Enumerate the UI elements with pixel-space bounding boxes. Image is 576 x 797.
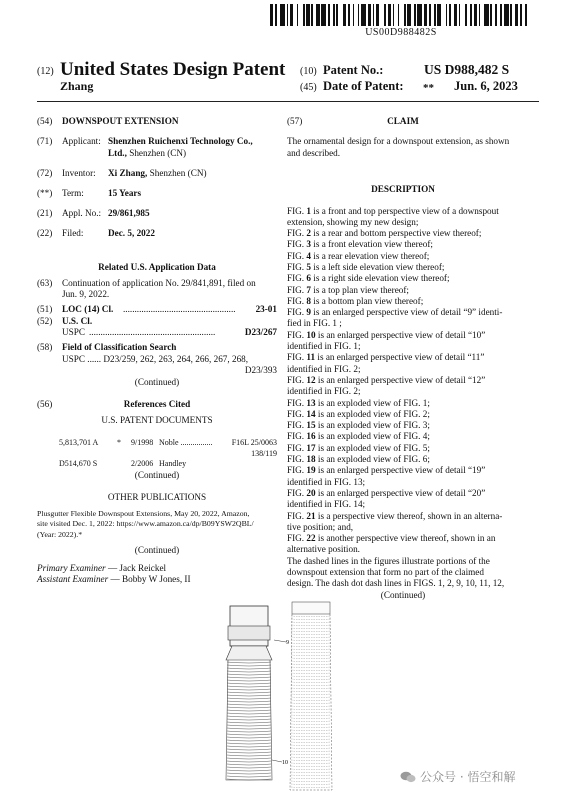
date-label: Date of Patent: [323,79,404,93]
ref-name: Noble ................ [159,437,213,447]
watermark-text: 公众号 · 悟空和解 [420,770,516,784]
date-number: (45) [300,82,317,93]
loc-leader: ................................................. [123,304,236,314]
applicant-label: Applicant: [62,136,101,146]
related-heading: Related U.S. Application Data [98,261,216,272]
claim-text-cont: and described. [287,147,341,158]
description-line: FIG. 17 is an exploded view of FIG. 5; [287,442,430,453]
field-search-label: Field of Classification Search [62,342,177,352]
title-field-number: (54) [37,116,53,126]
other-pub-text-2: site visited Dec. 1, 2022: https://www.amazon.ca/dp/B09YSW2QBL/ [37,519,254,528]
description-line: fied in FIG. 1 ; [287,318,342,329]
inventor-field-number: (72) [37,167,53,178]
description-line: FIG. 10 is an enlarged perspective view of detail “10” [287,329,486,340]
description-line: FIG. 21 is a perspective view thereof, shown in an alterna- [287,510,503,521]
ref-name: Handley [159,459,187,468]
patent-drawing [216,600,346,795]
field-search-number: (58) [37,342,53,352]
appl-label: Appl. No.: [62,207,102,218]
description-line: FIG. 2 is a rear and bottom perspective view thereof; [287,228,482,239]
applicant-name: Shenzhen Ruichenxi Technology Co., [108,136,253,146]
description-line: tive position; and, [287,521,354,532]
claim-text: The ornamental design for a downspout extension, as shown [287,136,510,146]
header-rule [37,101,539,102]
other-pubs-continued: (Continued) [134,544,180,555]
loc-label: LOC (14) Cl. [62,304,114,314]
description-line: FIG. 22 is another perspective view thereof, shown in an [287,533,496,544]
barcode-number: US00D988482S [365,27,437,38]
left-column [37,116,277,586]
ref-star: * [117,437,121,447]
description-line: identified in FIG. 14; [287,499,366,510]
description-line: identified in FIG. 1; [287,341,361,352]
refs-field-number: (56) [37,398,53,409]
uspc-value: D23/267 [244,327,277,337]
description-line: FIG. 15 is an exploded view of FIG. 3; [287,420,430,431]
description-line: FIG. 1 is a front and top perspective view of a downspout [287,205,499,216]
patent-no-number: (10) [300,66,317,77]
inventor-surname: Zhang [60,79,94,93]
description-line: FIG. 16 is an exploded view of FIG. 4; [287,431,430,442]
primary-examiner-name: — Jack Reickel [105,562,167,573]
description-line: FIG. 3 is a front elevation view thereof; [287,239,433,250]
other-pub-text-3: (Year: 2022).* [37,529,83,539]
uspc-leader: ....................................................... [89,327,216,337]
description-continued: (Continued) [380,589,426,600]
filed-label: Filed: [62,227,84,238]
description-line: FIG. 8 is a bottom plan view thereof; [287,295,424,306]
date-stars: ** [423,82,434,94]
ref-class-cont: 138/119 [251,449,277,458]
date-value: Jun. 6, 2023 [454,79,518,93]
description-line: FIG. 11 is an enlarged perspective view of detail “11” [287,352,485,363]
reference-row [37,437,277,449]
description-line: downspout extension that form no part of the claimed [287,567,484,577]
applicant-field-number: (71) [37,136,53,146]
refs-heading: References Cited [123,398,191,409]
chat-bubble-icon [400,771,416,783]
inventor-name: Xi Zhang, [108,167,148,178]
claim-field-number: (57) [287,116,303,126]
uscl-field-number: (52) [37,315,53,326]
uscl-label: U.S. Cl. [62,315,93,326]
inventor-label: Inventor: [62,167,96,178]
description-heading: DESCRIPTION [371,183,435,194]
description-text [287,206,519,590]
classification-continued: (Continued) [134,376,180,387]
applicant-city: Shenzhen (CN) [126,147,187,158]
design-title: DOWNSPOUT EXTENSION [62,116,179,126]
continuation-text: Continuation of application No. 29/841,891, filed on [62,277,256,288]
description-line: identified in FIG. 2; [287,386,361,397]
description-line: FIG. 13 is an exploded view of FIG. 1; [287,397,430,408]
detail-label-9: 9 [286,640,289,646]
description-line: FIG. 12 is an enlarged perspective view of detail “12” [287,374,486,385]
reference-row [37,458,277,470]
patent-no-label: Patent No.: [323,63,384,77]
uspc-label: USPC [62,327,85,337]
term-field-number: (**) [37,187,53,198]
applicant-name-cont: Ltd., [108,147,127,158]
right-column [287,116,519,601]
doc-kind-number: (12) [37,66,54,77]
ref-date: 9/1998 [131,437,154,447]
downspout-figure-right [290,602,332,790]
continuation-field-number: (63) [37,277,53,288]
downspout-figure-left [226,606,272,780]
claim-heading: CLAIM [387,116,419,126]
term-value: 15 Years [108,187,142,198]
description-line: FIG. 19 is an enlarged perspective view of detail “19” [287,465,486,476]
description-line: FIG. 20 is an enlarged perspective view of detail “20” [287,487,486,498]
detail-label-10: 10 [282,760,288,766]
other-pubs-heading: OTHER PUBLICATIONS [107,491,207,502]
inventor-city: Shenzhen (CN) [147,167,207,178]
description-line: FIG. 18 is an exploded view of FIG. 6; [287,454,430,465]
appl-value: 29/861,985 [108,207,150,218]
assistant-examiner-label: Assistant Examiner [37,574,109,584]
description-line: design. The dash dot dash lines in FIGS. 1, 2, 9, 10, 11, 12, [287,578,505,589]
filed-value: Dec. 5, 2022 [108,227,155,238]
barcode [270,4,532,26]
ref-date: 2/2006 [131,459,154,468]
assistant-examiner-name: — Bobby W Jones, II [108,574,191,584]
description-line: FIG. 9 is an enlarged perspective view of detail “9” identi- [287,307,503,318]
term-label: Term: [62,187,84,198]
primary-examiner-label: Primary Examiner [37,562,106,573]
document-title: United States Design Patent [60,59,286,80]
ref-number: 5,813,701 A [59,437,99,447]
ref-class: F16L 25/0063 [231,437,277,447]
filed-field-number: (22) [37,227,53,238]
description-line: identified in FIG. 13; [287,476,366,487]
description-line: The dashed lines in the figures illustrate portions of the [287,555,490,566]
other-pub-text: Plusgutter Flexible Downspout Extensions, May 20, 2022, Amazon, [37,508,250,518]
refs-continued: (Continued) [134,469,180,480]
description-line: identified in FIG. 2; [287,363,361,374]
field-search-text-cont: D23/393 [244,365,277,375]
description-line: FIG. 14 is an exploded view of FIG. 2; [287,408,430,419]
patent-no-value: US D988,482 S [424,62,510,77]
description-line: extension, showing my new design; [287,216,419,227]
continuation-text-cont: Jun. 9, 2022. [62,289,110,299]
field-search-text: USPC ...... D23/259, 262, 263, 264, 266, 267, 268, [62,353,249,364]
us-docs-heading: U.S. PATENT DOCUMENTS [101,414,213,425]
appl-field-number: (21) [37,207,53,218]
description-line: FIG. 6 is a right side elevation view thereof; [287,273,450,284]
description-line: FIG. 4 is a rear elevation view thereof; [287,250,430,261]
description-line: FIG. 5 is a left side elevation view thereof; [287,261,445,272]
watermark [400,768,515,785]
loc-field-number: (51) [37,304,53,314]
loc-value: 23-01 [255,304,277,314]
ref-number: D514,670 S [59,459,98,468]
description-line: alternative position. [287,544,360,555]
description-line: FIG. 7 is a top plan view thereof; [287,284,409,295]
